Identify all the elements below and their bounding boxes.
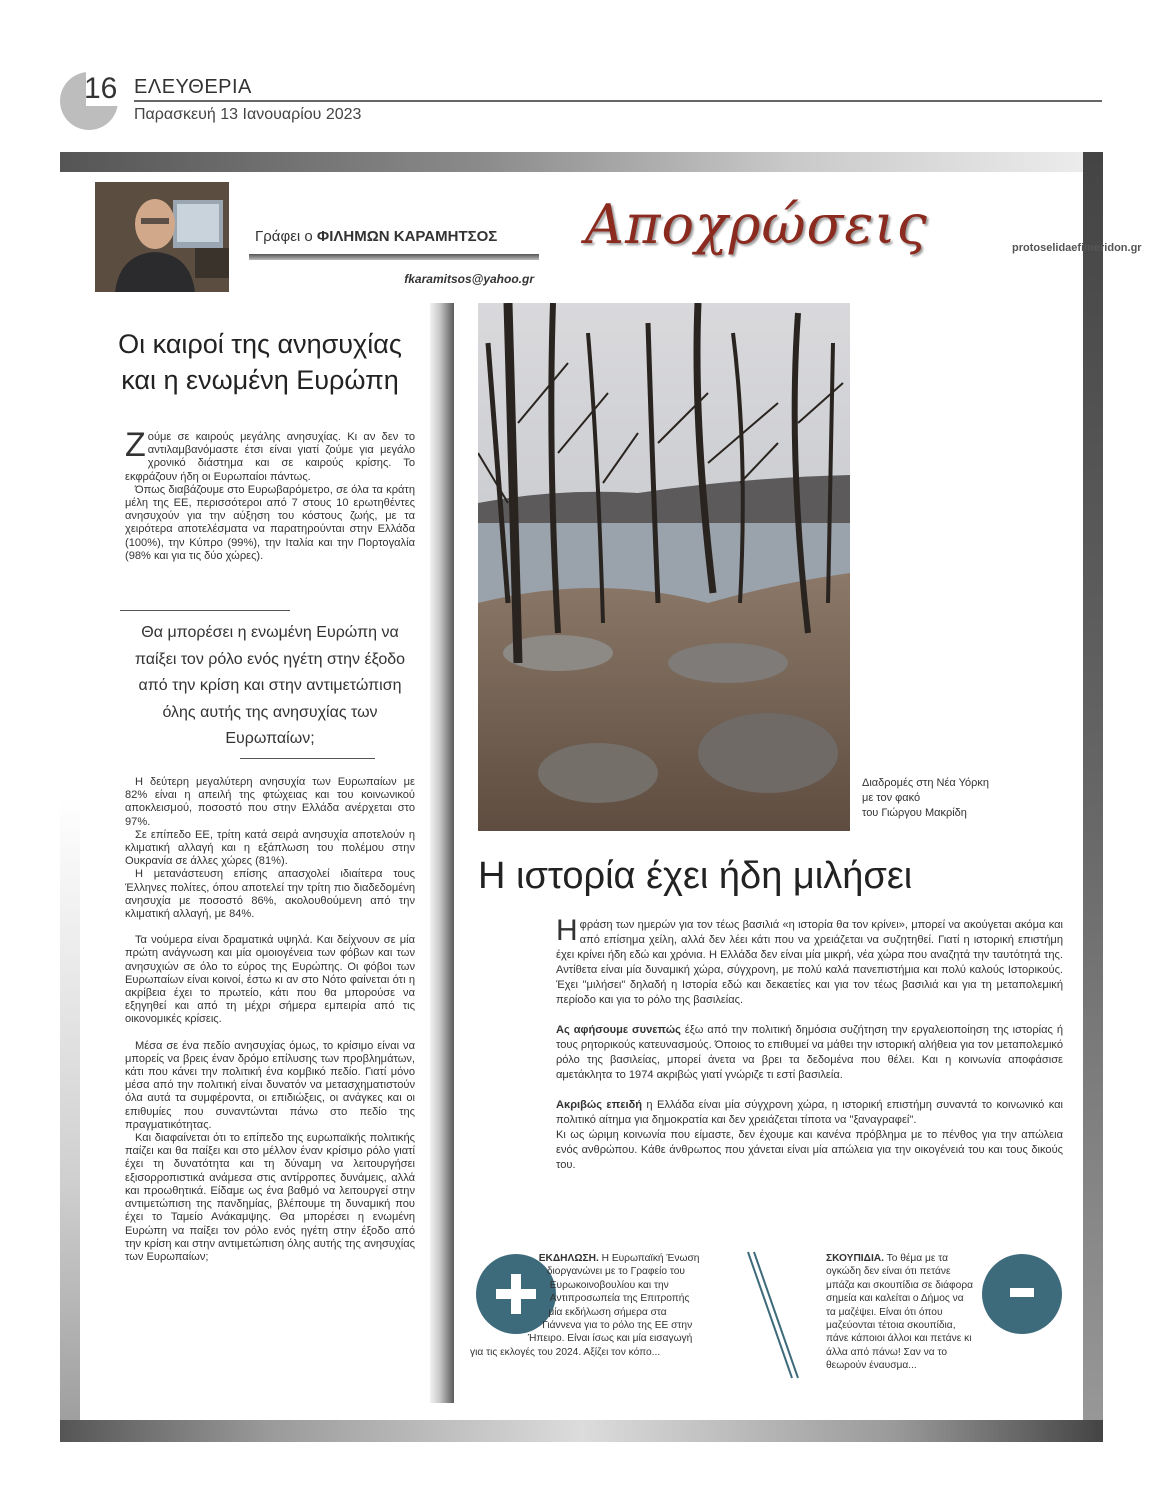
- author-photo: [95, 182, 229, 292]
- right-drop-cap: Η: [556, 914, 578, 947]
- left-title-line1: Οι καιροί της ανησυχίας: [118, 329, 402, 359]
- minus-note-label: ΣΚΟΥΠΙΔΙΑ.: [826, 1253, 884, 1264]
- pull-quote: Θα μπορέσει η ενωμένη Ευρώπη να παίξει τον ρόλο ενός ηγέτη στην έξοδο από την κρίση και στην αντιμετώπιση όλης αυτής της ανησυχίας των Ευρωπαίων;: [134, 624, 406, 748]
- left-paragraph-2: Όπως διαβάζουμε στο Ευρωβαρόμετρο, σε όλα τα κράτη μέλη της ΕΕ, περισσότεροι από 7 στους 10 ερωτηθέντες ανησυχούν για την αύξηση του κόστους ζωής, με τα χειρότερα αποτελέσματα να παρατηρούνται στην Ελλάδα (100%), την Κύπρο (99%), την Ιταλία και την Πορτογαλία (98% και για τις δύο χώρες).: [125, 483, 415, 562]
- divider-slashes: [740, 1250, 800, 1380]
- left-paragraph-3: Η δεύτερη μεγαλύτερη ανησυχία των Ευρωπαίων με 82% είναι η απειλή της φτώχειας και του κοινωνικού αποκλεισμού, ποσοστό που στην Ελλάδα ανέρχεται στο 97%.: [125, 776, 415, 828]
- author-prefix: Γράφει ο: [255, 228, 313, 245]
- frame-top: [60, 152, 1103, 172]
- left-paragraph-8: Και διαφαίνεται ότι το επίπεδο της ευρωπαϊκής πολιτικής παίζει και θα παίξει και στο μέλλον έναν κρίσιμο ρόλο γιατί έχει τη δυνατότητα και τη δύναμη να λειτουργήσει εξισορροπιστικά ανάμεσα στις αντίρροπες δυνάμεις, αλλά και προωθητικά. Είδαμε ως ένα βαθμό να λειτουργεί στην αντιμετώπιση της πανδημίας, βλέπουμε τη δυναμική που έχει το Ταμείο Ανάκαμψης. Θα μπορέσει η ενωμένη Ευρώπη να παίξει τον ρόλο ενός ηγέτη στην έξοδο από την κρίση και στην αντιμετώπιση όλης αυτής της ανησυχίας των Ευρωπαίων;: [125, 1132, 415, 1263]
- left-article-body: [125, 776, 415, 1264]
- minus-icon: [982, 1254, 1062, 1334]
- quote-rule-bottom: [240, 758, 375, 759]
- author-email[interactable]: fkaramitsos@yahoo.gr: [404, 272, 534, 286]
- photo-caption: Διαδρομές στη Νέα Υόρκη με τον φακό του Γιώργου Μακρίδη: [862, 777, 989, 819]
- issue-date: Παρασκευή 13 Ιανουαρίου 2023: [134, 106, 362, 123]
- plus-note-label: ΕΚΔΗΛΩΣΗ.: [538, 1253, 599, 1264]
- left-paragraph-4: Σε επίπεδο ΕΕ, τρίτη κατά σειρά ανησυχία αποτελούν η κλιματική αλλαγή και η εξάπλωση του πολέμου στην Ουκρανία σε άλλες χώρες (81%).: [125, 828, 415, 868]
- author-byline: [255, 228, 497, 245]
- frame-right: [1083, 152, 1103, 1442]
- frame-bottom: [60, 1420, 1103, 1442]
- column-logo: Αποχρώσεις: [585, 193, 928, 256]
- left-article-title: [100, 326, 420, 398]
- left-paragraph-7: Μέσα σε ένα πεδίο ανησυχίας όμως, το κρίσιμο είναι να μπορείς να βρεις έναν δρόμο επίλυσης των προβλημάτων, κάτι που κάνει την πολιτική ένα κομβικό πεδίο. Γιατί μόνο μέσα από την πολιτική είναι δυνατόν να μετασχηματιστούν όλα αυτά τα συμφέροντα, οι επιδιώξεις, οι ανάγκες και οι επιθυμίες που συναντώνται πάνω στο πεδίο της πραγματικότητας.: [125, 1039, 415, 1131]
- right-paragraph-4: Κι ως ώριμη κοινωνία που είμαστε, δεν έχουμε και κανένα πρόβλημα με το πένθος για την απώλεια ενός ανθρώπου. Κάθε άνθρωπος που χάνεται είναι μία απώλεια για την οικογένειά του και τους δικούς του.: [556, 1129, 1063, 1171]
- page-number: 16: [84, 72, 118, 105]
- plus-note: ΕΚΔΗΛΩΣΗ. Η Ευρωπαϊκή Ένωση διοργανώνει με το Γραφείο του Ευρωκοινοβουλίου και την Αντιπροσωπεία της Επιτροπής μία εκδήλωση σήμερα στα Γιάννενα για το ρόλο της ΕΕ στην Ήπειρο. Είναι ίσως και μία εισαγωγή για τις εκλογές του 2024. Αξίζει τον κόπο...: [470, 1253, 700, 1358]
- watermark: protoselidaefimeridon.gr: [1012, 242, 1142, 254]
- landscape-photo: [478, 303, 850, 831]
- column-separator: [430, 303, 454, 1403]
- minus-badge: [982, 1254, 1062, 1334]
- author-name: ΦΙΛΗΜΩΝ ΚΑΡΑΜΗΤΣΟΣ: [316, 228, 498, 245]
- newspaper-name: ΕΛΕΥΘΕΡΙΑ: [134, 76, 252, 98]
- right-article-title: Η ιστορία έχει ήδη μιλήσει: [478, 855, 913, 897]
- minus-note: ΣΚΟΥΠΙΔΙΑ. Το θέμα με τα ογκώδη δεν είναι ότι πετάνε μπάζα και σκουπίδια σε διάφορα σημεία και καλείται ο Δήμος να τα μαζέψει. Είναι ότι όπου μαζεύονται τέτοια σκουπίδια, πάνε κάποιοι άλλοι και πετάνε κι άλλα από πάνω! Σαν να το θεωρούν έναυσμα...: [826, 1253, 974, 1372]
- header-rule: [134, 100, 1102, 102]
- left-paragraph-5: Η μετανάστευση επίσης απασχολεί ιδιαίτερα τους Έλληνες πολίτες, όπου αποτελεί την τρίτη πιο διαδεδομένη ανησυχία με ποσοστό 86%, ακολουθούμενη από την κλιματική αλλαγή, με 84%.: [125, 868, 415, 921]
- left-article-intro: Ζούμε σε καιρούς μεγάλης ανησυχίας. Κι αν δεν το αντιλαμβανόμαστε έτσι είναι γιατί ζούμε για μεγάλο χρονικό διάστημα και σε καιρούς κρίσης. Το εκφράζουν ήδη οι Ευρωπαίοι πάντως. Όπως διαβάζουμε στο Ευρωβαρόμετρο, σε όλα τα κράτη μέλη της ΕΕ, περισσότεροι από 7 στους 10 ερωτηθέντες ανησυχούν για την αύξηση του κόστους ζωής, με τα χειρότερα αποτελέσματα να παρατηρούνται στην Ελλάδα (100%), την Κύπρο (99%), την Ιταλία και την Πορτογαλία (98% και για τις δύο χώρες).: [125, 426, 415, 562]
- left-drop-cap: Ζ: [125, 426, 146, 464]
- left-title-line2: και η ενωμένη Ευρώπη: [121, 365, 399, 395]
- right-article-body: Ηφράση των ημερών για τον τέως βασιλιά «η ιστορία θα τον κρίνει», μπορεί να ακούγεται ακόμα και από επίσημα χείλη, αλλά δεν λέει κάτι που να χρειάζεται να συζητηθεί. Γιατί η ιστορική επιστήμη έχει κρίνει ήδη εδώ και χρόνια. Η Ελλάδα δεν είναι μία μικρή, νέα χώρα που αναζητά την ταυτότητά της. Αντίθετα είναι μία δυναμική χώρα, σύγχρονη, με πολύ καλά πανεπιστήμια και πολύ καλούς Ιστορικούς. Έχει "μιλήσει" δηλαδή η Ιστορία εδώ και δεκαετίες και για τον τέως βασιλιά και για τη μεταπολεμική περίοδο και για το ρόλο της βασιλείας. Ας αφήσουμε συνεπώς έξω από την πολιτική δημόσια συζήτηση την εργαλειοποίηση της ιστορίας ή τους ρητορικούς κατευνασμούς. Όποιος το επιθυμεί να μάθει την ιστορική αλήθεια για τον μεταπολεμικό ρόλο της βασιλείας, μπορεί άνετα να βρει τα δεδομένα που θέλει. Και η κοινωνία αποφάσισε αμετάκλητα το 1974 ακριβώς γιατί γνώριζε τι εστί βασιλεία. Ακριβώς επειδή η Ελλάδα είναι μία σύγχρονη χώρα, η ιστορική επιστήμη συναντά το κοινωνικό και πολιτικό αίτημα για δημοκρατία και δεν χρειάζεται τίποτα να "ξαναγραφεί". Κι ως ώριμη κοινωνία που είμαστε, δεν έχουμε και κανένα πρόβλημα με το πένθος για την απώλεια ενός ανθρώπου. Κάθε άνθρωπος που χάνεται είναι μία απώλεια για την οικογένειά του και τους δικούς του.: [556, 914, 1063, 1171]
- left-paragraph-6: Τα νούμερα είναι δραματικά υψηλά. Και δείχνουν σε μία πρώτη ανάγνωση και μία ομοιογένεια των φόβων και των ανησυχιών σε όλο το εύρος της Ευρώπης. Οι φόβοι των Ευρωπαίων είναι κοινοί, έστω κι αν στο Νότο φαίνεται ότι η ακρίβεια έχει το πρωτείο, κάτι που θα μπορούσε να εξηγηθεί και από τη μέχρι σήμερα εμπειρία από τις οικονομικές κρίσεις.: [125, 934, 415, 1026]
- frame-left: [60, 152, 80, 1442]
- quote-rule-top: [120, 610, 290, 611]
- byline-rule: [249, 254, 539, 260]
